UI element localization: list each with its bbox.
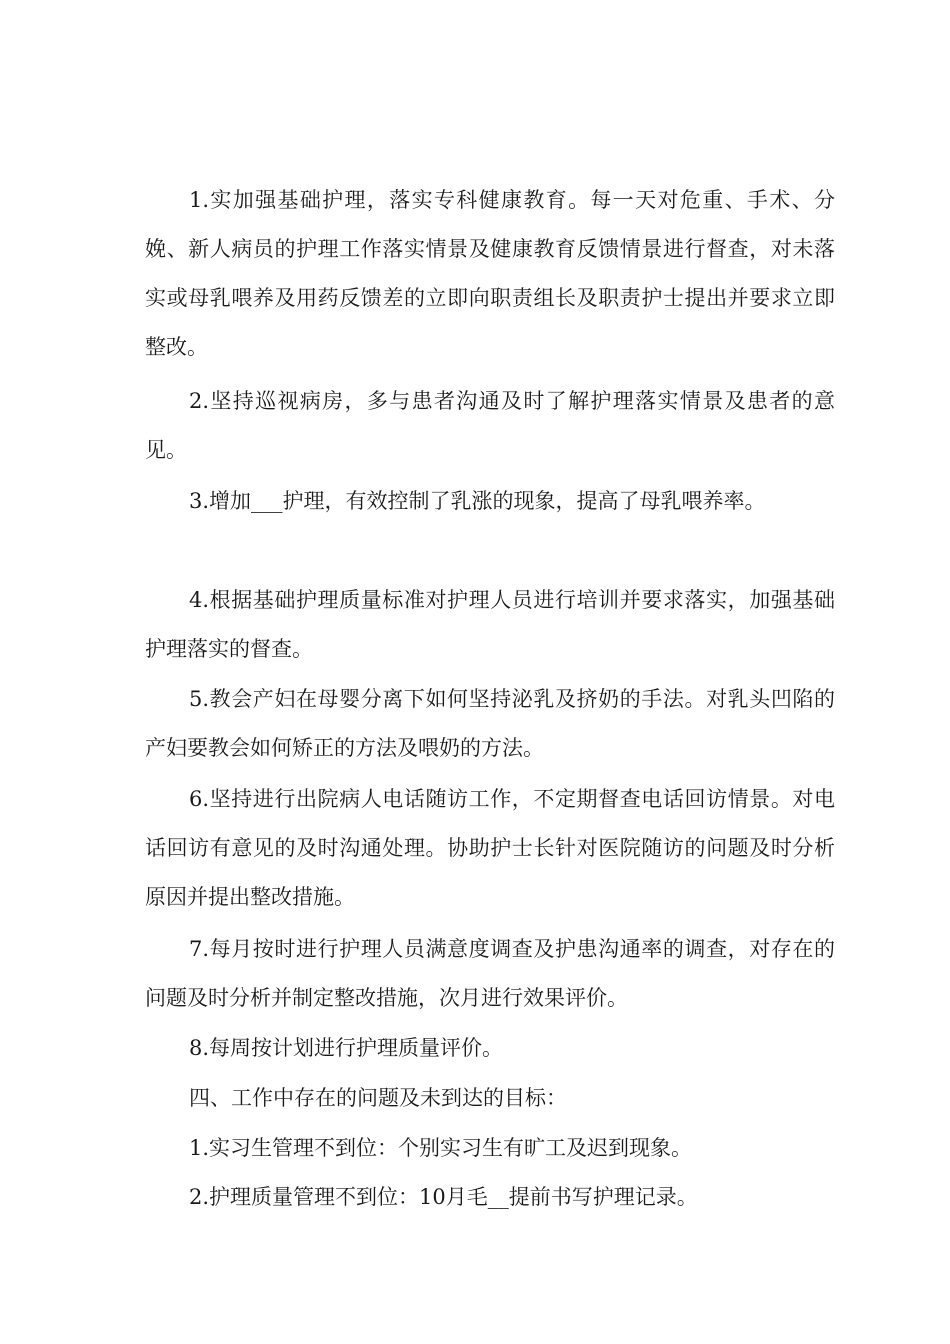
problem-item-2: 2.护理质量管理不到位：10月毛__提前书写护理记录。 bbox=[189, 1185, 698, 1209]
section-heading: 四、工作中存在的问题及未到达的目标： bbox=[189, 1086, 567, 1110]
paragraph-item-5: 5.教会产妇在母婴分离下如何坚持泌乳及挤奶的手法。对乳头凹陷的产妇要教会如何矫正的方法及喂奶的方法。 bbox=[145, 687, 835, 760]
problem-item-1: 1.实习生管理不到位：个别实习生有旷工及迟到现象。 bbox=[189, 1136, 693, 1160]
paragraph-item-2: 2.坚持巡视病房，多与患者沟通及时了解护理落实情景及患者的意见。 bbox=[145, 389, 835, 462]
paragraph-item-8: 8.每周按计划进行护理质量评价。 bbox=[189, 1036, 504, 1060]
paragraph-item-7: 7.每月按时进行护理人员满意度调查及护患沟通率的调查，对存在的问题及时分析并制定整改措施，次月进行效果评价。 bbox=[145, 937, 835, 1010]
paragraph-item-1: 1.实加强基础护理，落实专科健康教育。每一天对危重、手术、分娩、新人病员的护理工作落实情景及健康教育反馈情景进行督查，对未落实或母乳喂养及用药反馈差的立即向职责组长及职责护士提出并要求立即整改。 bbox=[145, 188, 835, 359]
paragraph-item-4: 4.根据基础护理质量标准对护理人员进行培训并要求落实，加强基础护理落实的督查。 bbox=[145, 588, 835, 661]
paragraph-item-3: 3.增加___护理，有效控制了乳涨的现象，提高了母乳喂养率。 bbox=[189, 489, 766, 513]
paragraph-item-6: 6.坚持进行出院病人电话随访工作，不定期督查电话回访情景。对电话回访有意见的及时沟通处理。协助护士长针对医院随访的问题及时分析原因并提出整改措施。 bbox=[145, 787, 835, 909]
